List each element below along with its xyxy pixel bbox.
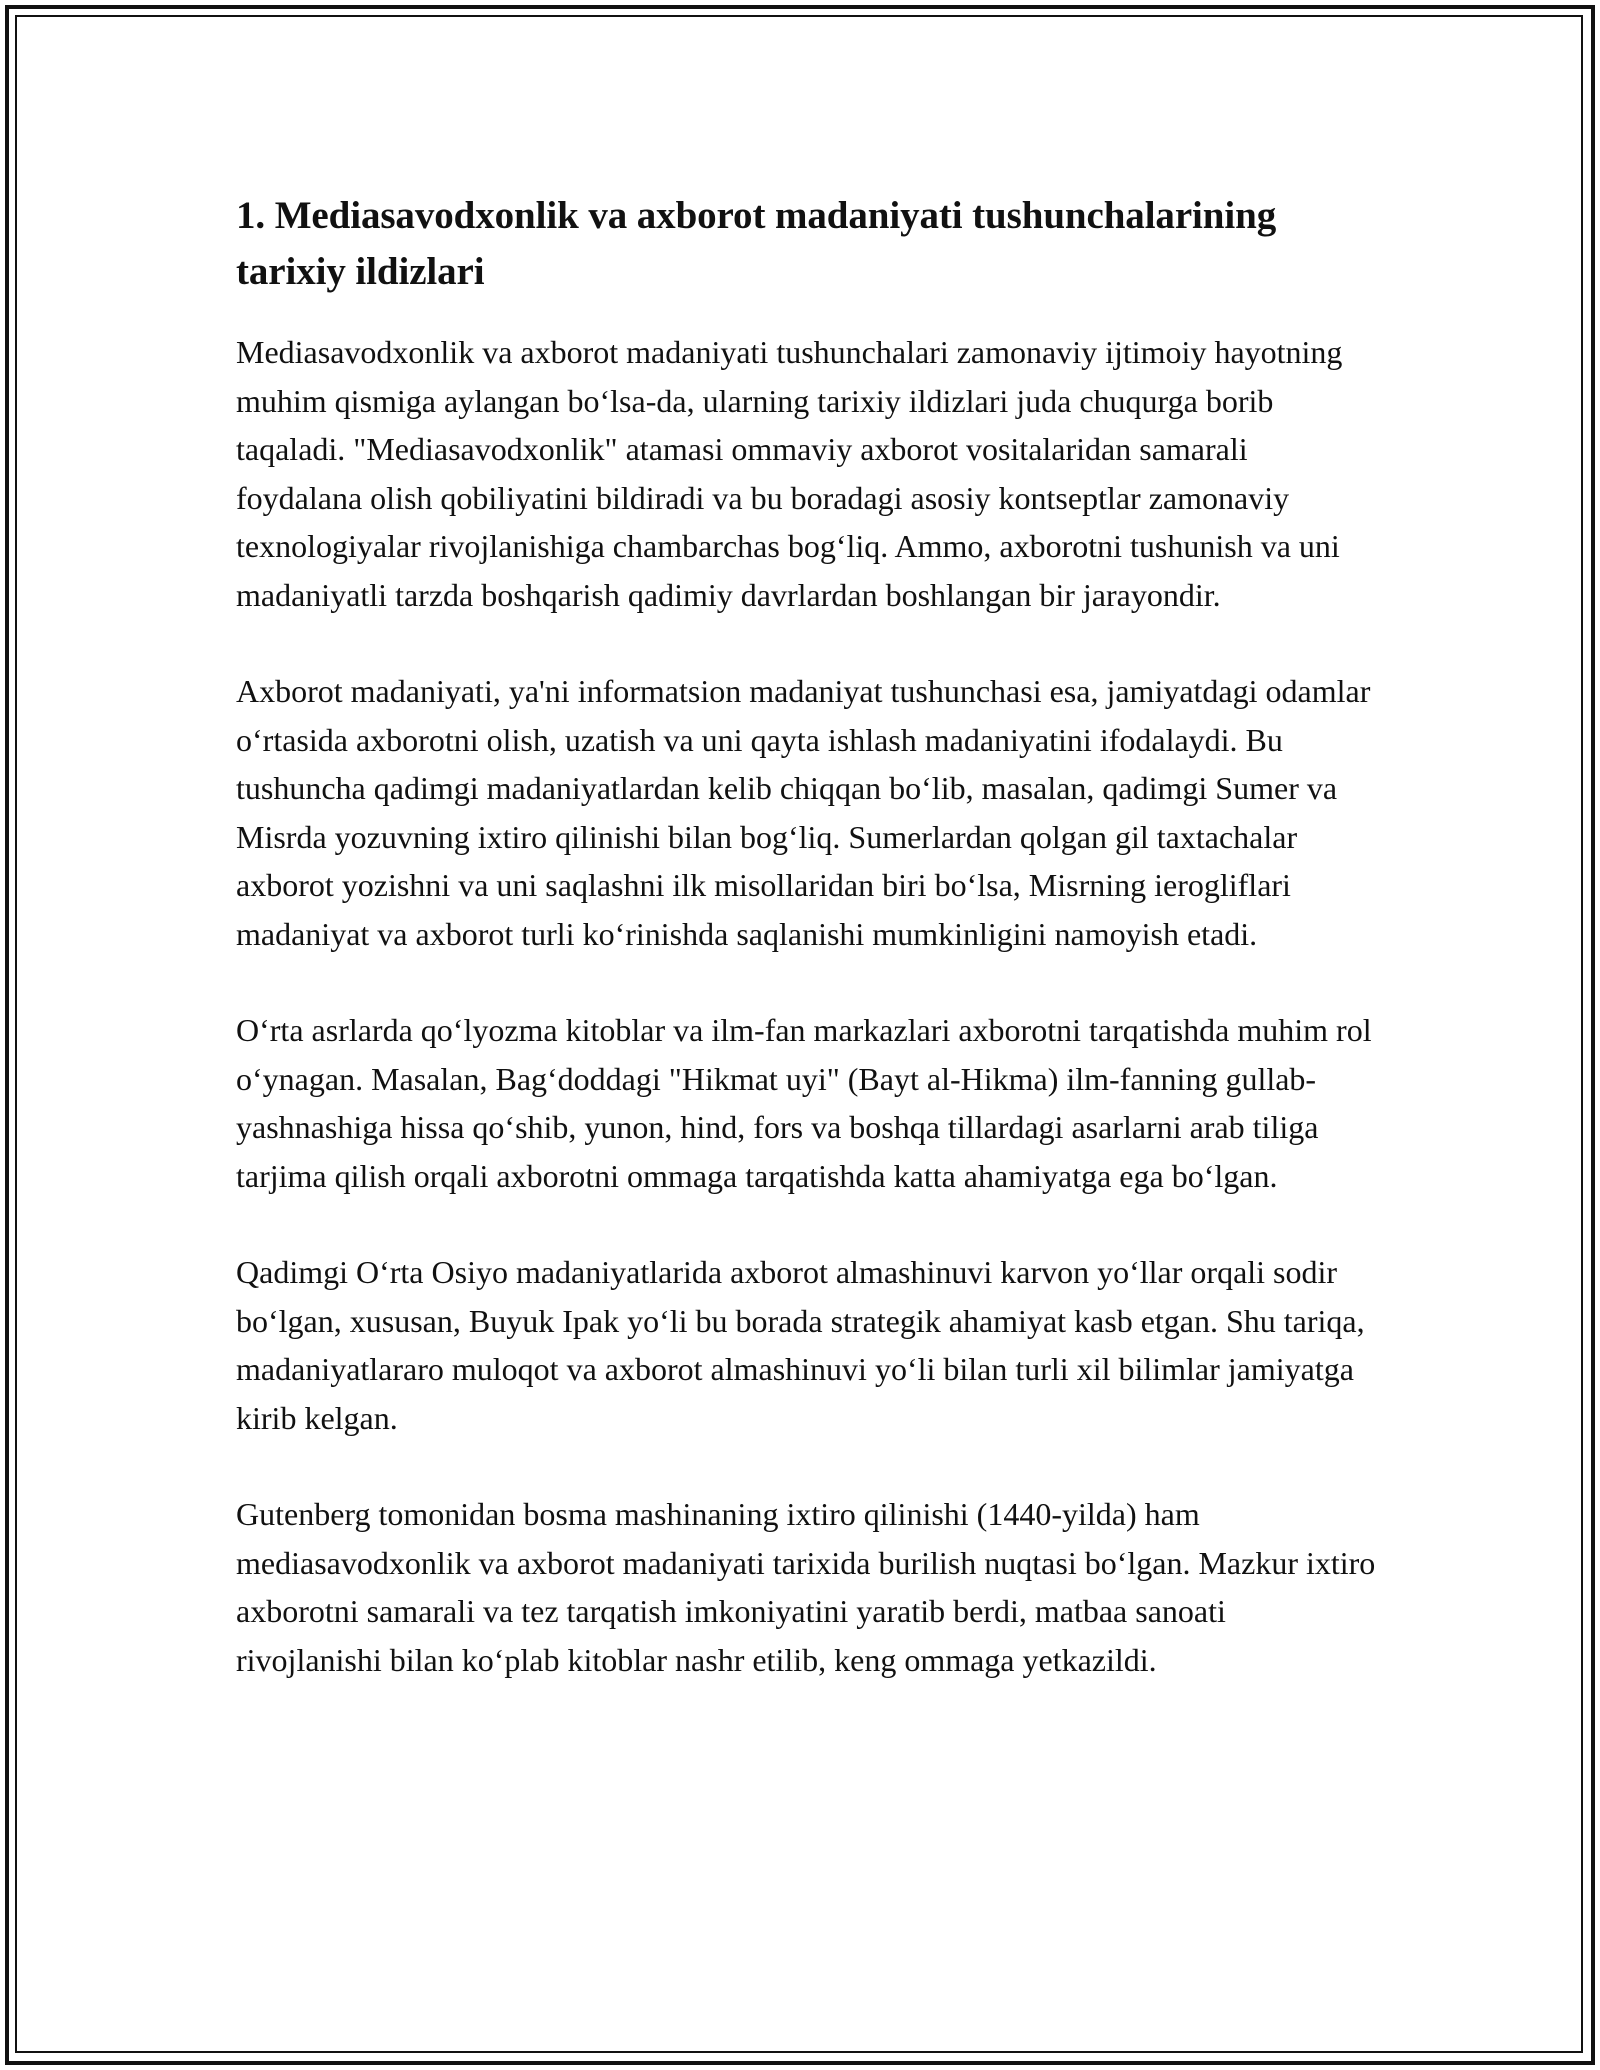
paragraph-4: Qadimgi O‘rta Osiyo madaniyatlarida axborot almashinuvi karvon yo‘llar orqali sodir bo‘lgan, xususan, Buyuk Ipak yo‘li bu borada strategik ahamiyat kasb etgan. Shu tariqa, madaniyatlararo muloqot va axborot almashinuvi yo‘li bilan turli xil bilimlar jamiyatga kirib kelgan. bbox=[236, 1254, 1365, 1436]
section-heading: 1. Mediasavodxonlik va axborot madaniyati tushunchalarining tarixiy ildizlari bbox=[236, 194, 1277, 293]
paragraph-1: Mediasavodxonlik va axborot madaniyati tushunchalari zamonaviy ijtimoiy hayotning muhim qismiga aylangan bo‘lsa-da, ularning tarixiy ildizlari juda chuqurga borib taqaladi. "Mediasavodxonlik" atamasi ommaviy axborot vositalaridan samarali foydalana olish qobiliyatini bildiradi va bu boradagi asosiy kontseptlar zamonaviy texnologiyalar rivojlanishiga chambarchas bog‘liq. Ammo, axborotni tushunish va uni madaniyatli tarzda boshqarish qadimiy davrlardan boshlangan bir jarayondir. bbox=[236, 334, 1343, 613]
paragraph-2: Axborot madaniyati, ya'ni informatsion madaniyat tushunchasi esa, jamiyatdagi odamlar o‘rtasida axborotni olish, uzatish va uni qayta ishlash madaniyatini ifodalaydi. Bu tushuncha qadimgi madaniyatlardan kelib chiqqan bo‘lib, masalan, qadimgi Sumer va Misrda yozuvning ixtiro qilinishi bilan bog‘liq. Sumerlardan qolgan gil taxtachalar axborot yozishni va uni saqlashni ilk misollaridan biri bo‘lsa, Misrning ierogliflari madaniyat va axborot turli ko‘rinishda saqlanishi mumkinligini namoyish etadi. bbox=[236, 673, 1371, 952]
document-body bbox=[236, 188, 1376, 1732]
paragraph-5: Gutenberg tomonidan bosma mashinaning ixtiro qilinishi (1440-yilda) ham mediasavodxonlik va axborot madaniyati tarixida burilish nuqtasi bo‘lgan. Mazkur ixtiro axborotni samarali va tez tarqatish imkoniyatini yaratib berdi, matbaa sanoati rivojlanishi bilan ko‘plab kitoblar nashr etilib, keng ommaga yetkazildi. bbox=[236, 1496, 1376, 1678]
paragraph-3: O‘rta asrlarda qo‘lyozma kitoblar va ilm-fan markazlari axborotni tarqatishda muhim rol o‘ynagan. Masalan, Bag‘doddagi "Hikmat uyi" (Bayt al-Hikma) ilm-fanning gullab-yashnashiga hissa qo‘shib, yunon, hind, fors va boshqa tillardagi asarlarni arab tiliga tarjima qilish orqali axborotni ommaga tarqatishda katta ahamiyatga ega bo‘lgan. bbox=[236, 1012, 1372, 1194]
